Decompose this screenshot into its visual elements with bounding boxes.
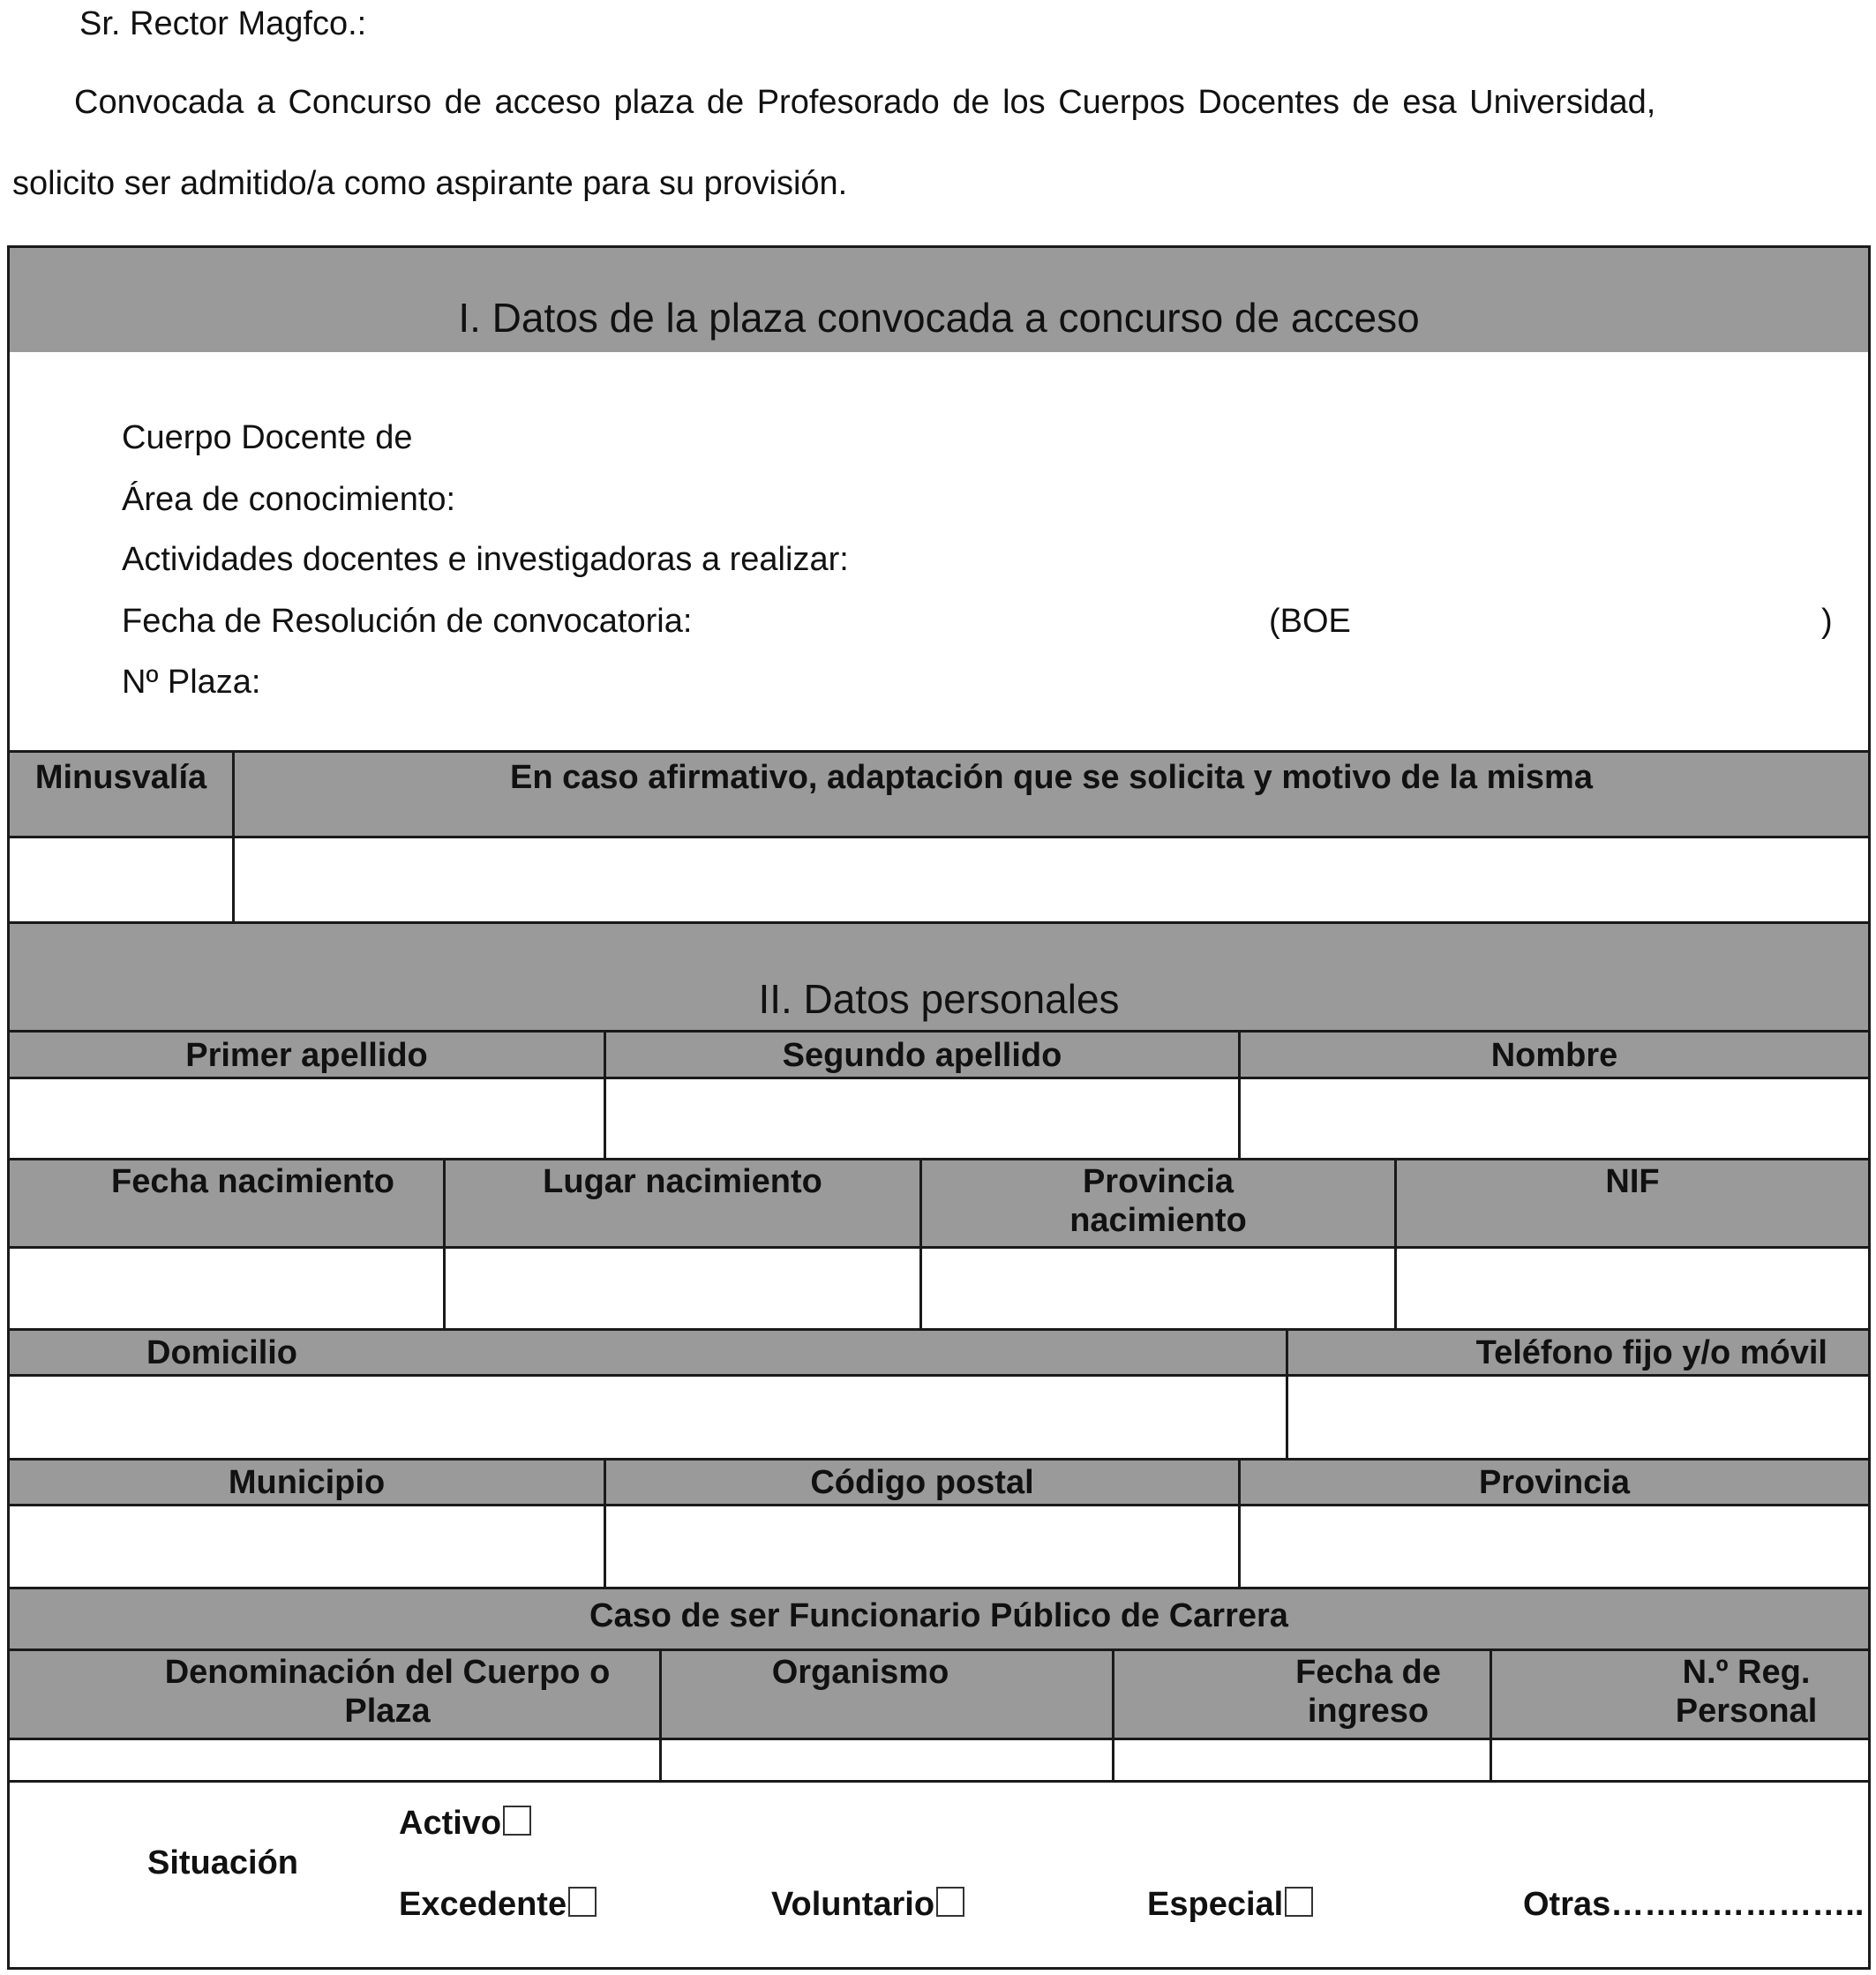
nrp-input[interactable] <box>1490 1738 1871 1783</box>
funcionario-label: Caso de ser Funcionario Público de Carrera <box>589 1597 1288 1634</box>
fecha-nacimiento-label: Fecha nacimiento <box>111 1163 394 1200</box>
primer-apellido-input[interactable] <box>7 1077 606 1160</box>
especial-option[interactable] <box>1147 1886 1313 1924</box>
nrp-header <box>1490 1648 1871 1740</box>
nombre-input[interactable] <box>1238 1077 1871 1160</box>
fecha-nacimiento-input[interactable] <box>7 1246 446 1331</box>
numero-plaza-field[interactable]: Nº Plaza: <box>122 664 261 701</box>
municipio-label: Municipio <box>228 1464 386 1501</box>
voluntario-option[interactable] <box>771 1886 964 1924</box>
organismo-input[interactable] <box>659 1738 1114 1783</box>
intro-line-2: solicito ser admitido/a como aspirante para su provisión. <box>12 165 848 202</box>
telefono-label: Teléfono fijo y/o móvil <box>1475 1334 1827 1371</box>
situacion-label: Situación <box>147 1844 299 1881</box>
fecha-resolucion-field[interactable]: Fecha de Resolución de convocatoria: <box>122 603 693 640</box>
voluntario-checkbox[interactable] <box>936 1887 964 1917</box>
lugar-nacimiento-header <box>443 1158 922 1249</box>
excedente-label: Excedente <box>399 1886 567 1923</box>
boe-open-label[interactable]: (BOE <box>1269 603 1351 640</box>
funcionario-header <box>7 1587 1871 1651</box>
codigo-postal-input[interactable] <box>604 1504 1241 1589</box>
section-2-title: II. Datos personales <box>758 976 1120 1022</box>
municipio-input[interactable] <box>7 1504 606 1589</box>
minusvalia-input[interactable] <box>7 836 235 924</box>
provincia-input[interactable] <box>1238 1504 1871 1589</box>
section-2-header <box>7 921 1871 1033</box>
telefono-header <box>1286 1328 1871 1377</box>
primer-apellido-header <box>7 1030 606 1079</box>
municipio-header <box>7 1458 606 1506</box>
nif-input[interactable] <box>1394 1246 1871 1331</box>
organismo-header <box>659 1648 1114 1740</box>
excedente-option[interactable] <box>399 1886 597 1924</box>
especial-label: Especial <box>1147 1886 1284 1923</box>
adaptacion-input[interactable] <box>232 836 1871 924</box>
nrp-label: N.º Reg. Personal <box>1675 1654 1818 1730</box>
excedente-checkbox[interactable] <box>568 1887 597 1917</box>
fecha-nacimiento-header <box>7 1158 446 1249</box>
segundo-apellido-label: Segundo apellido <box>782 1037 1062 1074</box>
nombre-label: Nombre <box>1490 1037 1618 1074</box>
intro-line-1: Convocada a Concurso de acceso plaza de Profesorado de los Cuerpos Docentes de esa Universidad, <box>74 84 1656 121</box>
cuerpo-docente-field[interactable]: Cuerpo Docente de <box>122 419 413 456</box>
domicilio-input[interactable] <box>7 1374 1288 1461</box>
especial-checkbox[interactable] <box>1285 1887 1313 1917</box>
nif-header <box>1394 1158 1871 1249</box>
actividades-field[interactable]: Actividades docentes e investigadoras a realizar: <box>122 541 849 578</box>
provincia-label: Provincia <box>1478 1464 1631 1501</box>
section-1-header <box>7 245 1871 355</box>
domicilio-header <box>7 1328 1288 1377</box>
adaptacion-label: En caso afirmativo, adaptación que se solicita y motivo de la misma <box>510 759 1593 796</box>
codigo-postal-header <box>604 1458 1241 1506</box>
segundo-apellido-input[interactable] <box>604 1077 1241 1160</box>
area-conocimiento-field[interactable]: Área de conocimiento: <box>122 481 456 518</box>
otras-field[interactable]: Otras………………….. <box>1523 1886 1865 1923</box>
activo-checkbox[interactable] <box>503 1806 531 1836</box>
fecha-ingreso-label: Fecha de ingreso <box>1295 1654 1441 1730</box>
adaptacion-header <box>232 750 1871 838</box>
fecha-ingreso-header <box>1112 1648 1492 1740</box>
provincia-header <box>1238 1458 1871 1506</box>
lugar-nacimiento-input[interactable] <box>443 1246 922 1331</box>
minusvalia-header <box>7 750 235 838</box>
fecha-ingreso-input[interactable] <box>1112 1738 1492 1783</box>
provincia-nacimiento-label: Provincia nacimiento <box>1069 1163 1247 1239</box>
segundo-apellido-header <box>604 1030 1241 1079</box>
lugar-nacimiento-label: Lugar nacimiento <box>543 1163 822 1200</box>
minusvalia-label: Minusvalía <box>34 759 207 796</box>
activo-option[interactable] <box>399 1805 531 1843</box>
primer-apellido-label: Primer apellido <box>185 1037 428 1074</box>
denominacion-header <box>7 1648 662 1740</box>
boe-close-label: ) <box>1821 603 1833 640</box>
denominacion-label: Denominación del Cuerpo o Plaza <box>164 1654 611 1730</box>
nif-label: NIF <box>1605 1163 1660 1200</box>
provincia-nacimiento-input[interactable] <box>919 1246 1397 1331</box>
activo-label: Activo <box>399 1805 502 1842</box>
voluntario-label: Voluntario <box>771 1886 935 1923</box>
organismo-label: Organismo <box>771 1654 949 1691</box>
nombre-header <box>1238 1030 1871 1079</box>
provincia-nacimiento-header <box>919 1158 1397 1249</box>
telefono-input[interactable] <box>1286 1374 1871 1461</box>
denominacion-input[interactable] <box>7 1738 662 1783</box>
section-1-title: I. Datos de la plaza convocada a concurso de acceso <box>458 295 1420 341</box>
codigo-postal-label: Código postal <box>810 1464 1034 1501</box>
salutation: Sr. Rector Magfco.: <box>79 5 367 42</box>
domicilio-label: Domicilio <box>146 1334 298 1371</box>
